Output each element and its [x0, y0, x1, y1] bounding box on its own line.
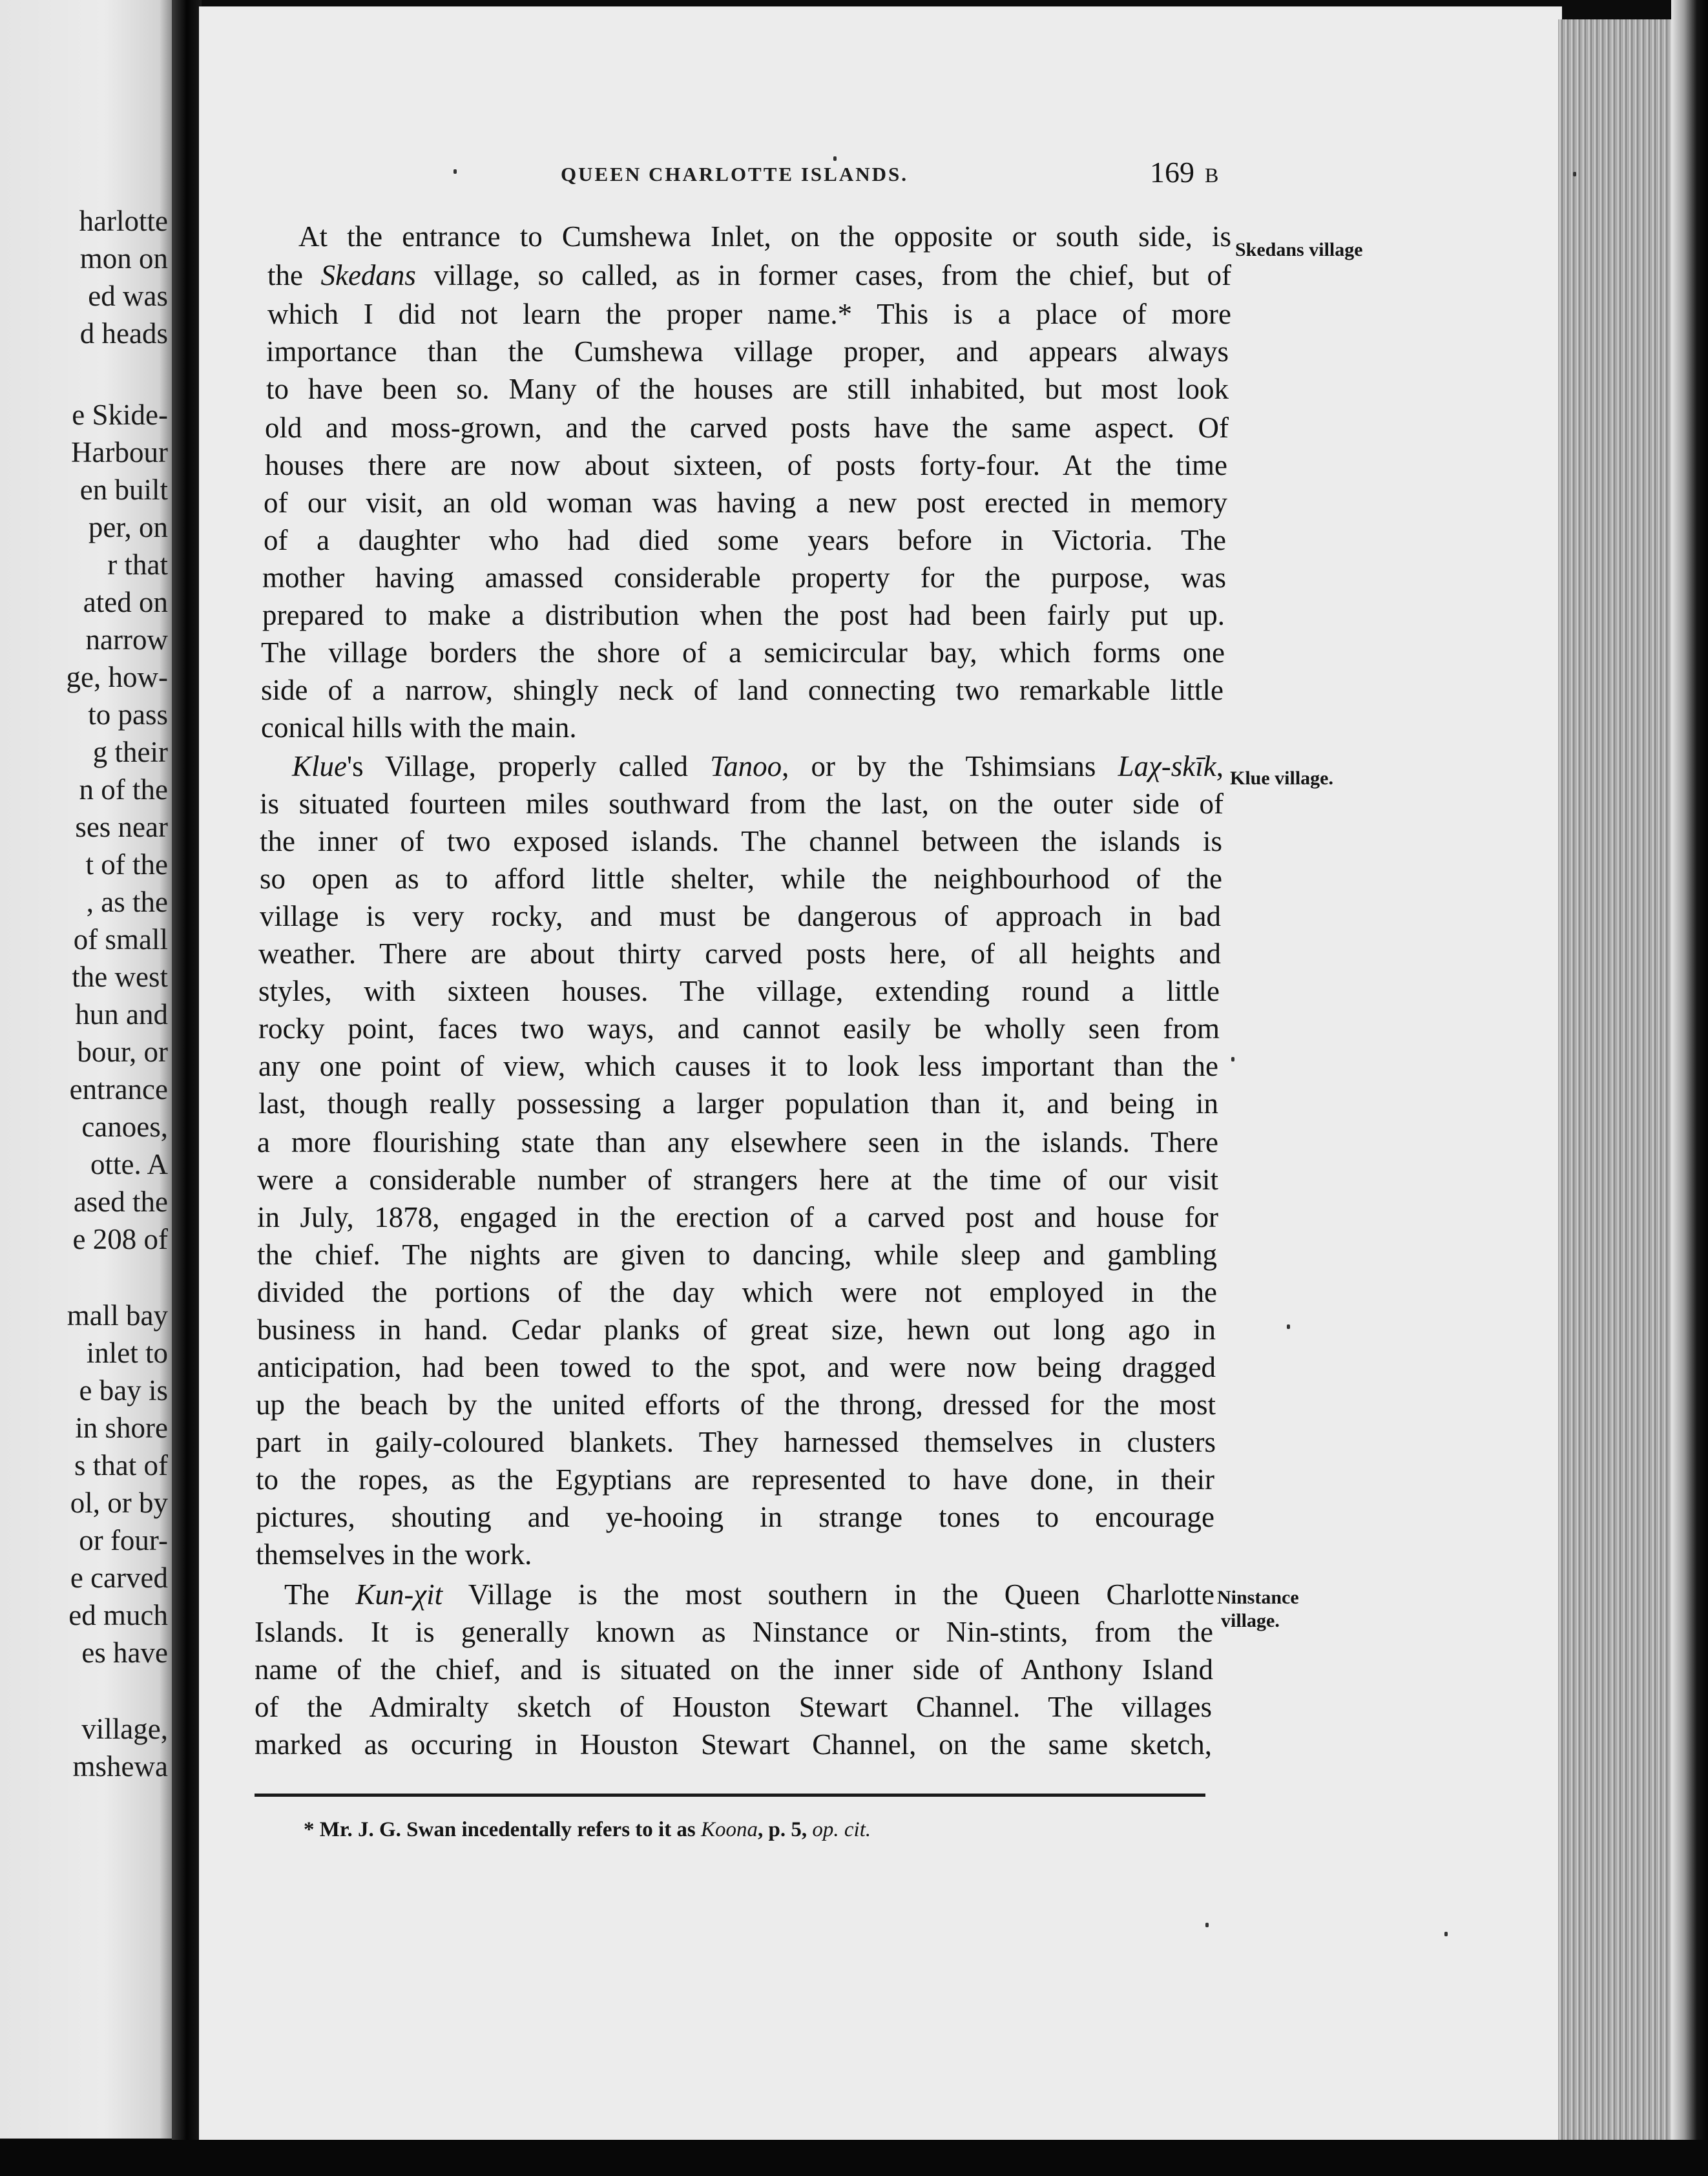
scan-speck: [1231, 1057, 1234, 1062]
paragraph-2-line-7: styles, with sixteen houses. The village, extending round a little: [258, 975, 1220, 1007]
paragraph-1-line-14: conical hills with the main.: [261, 711, 577, 744]
left-page-line: es have: [81, 1637, 168, 1669]
left-page-line: ed was: [88, 280, 168, 312]
left-page-line: ses near: [75, 811, 168, 843]
footnote-rule: [255, 1794, 1205, 1797]
paragraph-1-line-11: prepared to make a distribution when the post had been fairly put up.: [262, 599, 1225, 631]
paragraph-1-line-10: mother having amassed considerable property for the purpose, was: [262, 561, 1226, 594]
left-page-line: , as the: [86, 886, 168, 918]
scan-speck: [453, 169, 457, 174]
left-page-line: ated on: [83, 586, 168, 618]
left-page-line: e carved: [70, 1562, 168, 1594]
scan-speck: [1205, 1923, 1209, 1927]
paragraph-2-line-13: in July, 1878, engaged in the erection of a carved post and house for: [257, 1201, 1218, 1233]
paragraph-1-line-9: of a daughter who had died some years before in Victoria. The: [264, 524, 1226, 556]
scan-speck: [1287, 1324, 1290, 1329]
paragraph-1-line-13: side of a narrow, shingly neck of land connecting two remarkable little: [261, 674, 1224, 706]
paragraph-1-line-1: At the entrance to Cumshewa Inlet, on the opposite or south side, is: [298, 220, 1231, 253]
book-gutter: [172, 0, 202, 2176]
paragraph-2-line-20: to the ropes, as the Egyptians are represented to have done, in their: [256, 1463, 1214, 1496]
sidenote-klue: Klue village.: [1230, 768, 1333, 789]
paragraph-2-line-16: business in hand. Cedar planks of great size, hewn out long ago in: [257, 1313, 1216, 1346]
paragraph-2-line-22: themselves in the work.: [256, 1538, 532, 1571]
left-page-line: the west: [72, 961, 168, 993]
paragraph-1-line-12: The village borders the shore of a semicircular bay, which forms one: [261, 636, 1225, 669]
paragraph-3-line-3: name of the chief, and is situated on the inner side of Anthony Island: [255, 1653, 1213, 1686]
bottom-border: [0, 2140, 1708, 2176]
left-page-line: ased the: [73, 1186, 168, 1218]
sidenote-ninstance: Ninstance: [1217, 1587, 1299, 1608]
paragraph-2-line-6: weather. There are about thirty carved posts here, of all heights and: [258, 937, 1221, 970]
left-page-line: hun and: [75, 998, 168, 1030]
page-number-suffix: B: [1205, 163, 1220, 187]
paragraph-2-line-15: divided the portions of the day which were not employed in the: [257, 1276, 1217, 1308]
left-page-line: mall bay: [67, 1299, 168, 1332]
paragraph-1-line-7: houses there are now about sixteen, of posts forty-four. At the time: [265, 449, 1227, 481]
paragraph-1-line-4: importance than the Cumshewa village proper, and appears always: [266, 335, 1229, 368]
tshimsian-name: Laχ-skīk: [1118, 750, 1216, 782]
left-page-line: e 208 of: [72, 1223, 168, 1255]
paragraph-2-line-17: anticipation, had been towed to the spot, and were now being dragged: [257, 1351, 1216, 1383]
left-page-line: inlet to: [86, 1337, 168, 1369]
klue-name: Klue: [292, 750, 347, 782]
paragraph-3-line-1: The Kun-χit Village is the most southern in the Queen Charlotte: [284, 1578, 1214, 1611]
running-head: QUEEN CHARLOTTE ISLANDS.: [561, 163, 908, 185]
left-page-line: mshewa: [72, 1750, 168, 1783]
kunxit-name: Kun-χit: [355, 1578, 443, 1611]
page-number-value: 169: [1150, 156, 1194, 189]
tanoo-name: Tanoo: [710, 750, 782, 782]
left-page-line: t of the: [85, 848, 168, 881]
left-page-line: mon on: [79, 242, 168, 275]
left-page-line: s that of: [74, 1449, 168, 1481]
left-page-line: of small: [73, 923, 168, 956]
left-page-line: d heads: [79, 317, 168, 350]
skedans-name: Skedans: [320, 259, 416, 291]
paragraph-2-line-21: pictures, shouting and ye-hooing in strange tones to encourage: [256, 1501, 1214, 1533]
left-page-line: e Skide-: [72, 399, 168, 431]
paragraph-2-line-10: last, though really possessing a larger population than it, and being in: [258, 1087, 1218, 1120]
paragraph-3-line-5: marked as occuring in Houston Stewart Channel, on the same sketch,: [255, 1728, 1212, 1761]
left-page-line: narrow: [85, 623, 168, 656]
left-page-line: per, on: [88, 511, 168, 543]
paragraph-3-line-2: Islands. It is generally known as Ninstance or Nin-stints, from the: [255, 1616, 1213, 1648]
left-page-line: in shore: [75, 1412, 168, 1444]
paragraph-3-line-4: of the Admiralty sketch of Houston Stewart Channel. The villages: [255, 1691, 1212, 1723]
left-page-line: Harbour: [71, 436, 168, 468]
page-number: [1150, 155, 1219, 189]
paragraph-2-line-18: up the beach by the united efforts of the throng, dressed for the most: [256, 1388, 1216, 1421]
left-page-line: canoes,: [81, 1111, 168, 1143]
paragraph-2-line-12: were a considerable number of strangers here at the time of our visit: [257, 1164, 1218, 1196]
left-page-line: ol, or by: [70, 1487, 168, 1519]
paragraph-2-line-9: any one point of view, which causes it to look less important than the: [258, 1050, 1218, 1082]
left-page-line: g their: [92, 736, 168, 768]
left-page-line: e bay is: [79, 1374, 168, 1407]
paragraph-1-line-2: the Skedans village, so called, as in former cases, from the chief, but of: [267, 259, 1232, 291]
right-border: [1671, 0, 1708, 2176]
sidenote-ninstance-2: village.: [1221, 1610, 1280, 1631]
left-page-line: village,: [81, 1713, 168, 1745]
paragraph-1-line-8: of our visit, an old woman was having a new post erected in memory: [264, 486, 1227, 519]
page-edges: [1558, 19, 1671, 2145]
left-page-line: r that: [107, 549, 168, 581]
paragraph-2-line-19: part in gaily-coloured blankets. They harnessed themselves in clusters: [256, 1426, 1216, 1458]
paragraph-1-line-6: old and moss-grown, and the carved posts have the same aspect. Of: [265, 412, 1229, 444]
left-page-line: harlotte: [79, 205, 168, 237]
left-page-line: ge, how-: [66, 661, 168, 693]
footnote-work: Koona: [701, 1818, 758, 1841]
scan-speck: [833, 156, 837, 161]
footnote-cit: op. cit.: [812, 1818, 871, 1841]
left-page: [0, 0, 173, 2139]
left-page-line: entrance: [69, 1073, 168, 1105]
sidenote-skedans: Skedans village: [1235, 239, 1363, 260]
left-page-line: otte. A: [90, 1148, 168, 1180]
left-page-line: en built: [79, 474, 168, 506]
paragraph-2-line-11: a more flourishing state than any elsewhere seen in the islands. There: [257, 1126, 1218, 1158]
left-page-line: bour, or: [77, 1036, 168, 1068]
paragraph-2-line-1: Klue's Village, properly called Tanoo, or by the Tshimsians Laχ-skīk,: [292, 750, 1224, 782]
left-page-line: to pass: [88, 698, 168, 731]
paragraph-2-line-8: rocky point, faces two ways, and cannot easily be wholly seen from: [258, 1012, 1220, 1045]
footnote: * Mr. J. G. Swan incedentally refers to it as Koona, p. 5, op. cit.: [304, 1818, 871, 1841]
scan-speck: [1573, 172, 1576, 176]
left-page-line: ed much: [68, 1599, 168, 1631]
paragraph-2-line-14: the chief. The nights are given to dancing, while sleep and gambling: [257, 1239, 1217, 1271]
paragraph-1-line-3: which I did not learn the proper name.* This is a place of more: [267, 298, 1231, 330]
paragraph-1-line-5: to have been so. Many of the houses are still inhabited, but most look: [266, 373, 1229, 405]
paragraph-2-line-5: village is very rocky, and must be dangerous of approach in bad: [260, 900, 1221, 932]
paragraph-2-line-4: so open as to afford little shelter, while the neighbourhood of the: [260, 863, 1222, 895]
paragraph-2-line-2: is situated fourteen miles southward from the last, on the outer side of: [260, 788, 1224, 820]
paragraph-2-line-3: the inner of two exposed islands. The channel between the islands is: [260, 825, 1222, 857]
scan-speck: [1444, 1932, 1448, 1936]
left-page-line: or four-: [79, 1524, 168, 1556]
left-page-line: n of the: [79, 773, 168, 806]
